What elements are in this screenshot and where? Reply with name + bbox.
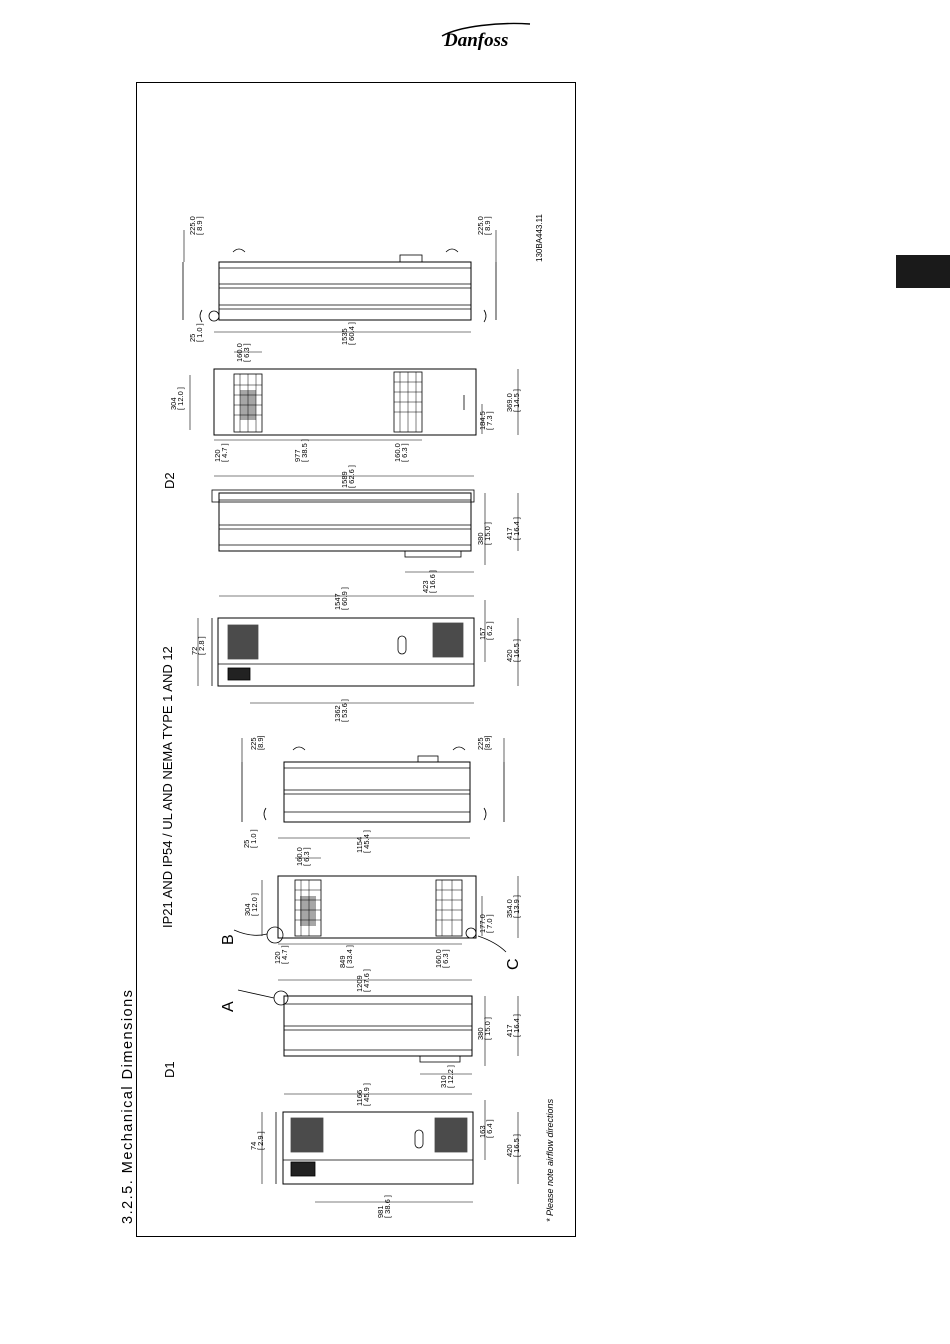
svg-text:380[ 15.0 ]: 380[ 15.0 ] xyxy=(476,1017,492,1040)
svg-text:160.0[ 6.3 ]: 160.0[ 6.3 ] xyxy=(434,949,450,968)
d2-back-view xyxy=(212,618,474,686)
svg-text:420[ 16.5 ]: 420[ 16.5 ] xyxy=(505,1134,521,1157)
frame-d2-label: D2 xyxy=(162,472,177,489)
svg-text:184.5[ 7.3 ]: 184.5[ 7.3 ] xyxy=(478,411,494,430)
svg-text:225[8.9]: 225[8.9] xyxy=(249,735,265,750)
svg-text:1209[ 47.6 ]: 1209[ 47.6 ] xyxy=(355,969,371,992)
svg-text:1535[ 60.4 ]: 1535[ 60.4 ] xyxy=(340,322,356,345)
svg-text:163[ 6.4 ]: 163[ 6.4 ] xyxy=(478,1119,494,1138)
svg-text:74[ 2.9 ]: 74[ 2.9 ] xyxy=(249,1131,265,1150)
svg-text:369.0[ 14.5 ]: 369.0[ 14.5 ] xyxy=(505,389,521,412)
svg-text:160.0[ 6.3 ]: 160.0[ 6.3 ] xyxy=(393,443,409,462)
svg-text:25[ 1.0 ]: 25[ 1.0 ] xyxy=(242,829,258,848)
svg-text:160.0[ 6.3 ]: 160.0[ 6.3 ] xyxy=(295,847,311,866)
svg-text:423[ 16.6 ]: 423[ 16.6 ] xyxy=(421,570,437,593)
svg-text:120[ 4.7 ]: 120[ 4.7 ] xyxy=(273,945,289,964)
svg-text:Danfoss: Danfoss xyxy=(444,30,509,51)
svg-text:160.0[ 6.3 ]: 160.0[ 6.3 ] xyxy=(235,343,251,362)
section-title: 3.2.5. Mechanical Dimensions xyxy=(120,988,136,1224)
svg-text:225.0[ 8.9 ]: 225.0[ 8.9 ] xyxy=(188,216,204,235)
callout-c: C xyxy=(505,958,522,970)
d2-dimension-labels xyxy=(169,216,521,722)
svg-text:310[ 12.2 ]: 310[ 12.2 ] xyxy=(439,1065,455,1088)
svg-text:354.0[ 13.9 ]: 354.0[ 13.9 ] xyxy=(505,895,521,918)
svg-text:420[ 16.5 ]: 420[ 16.5 ] xyxy=(505,639,521,662)
callout-a: A xyxy=(220,1001,237,1012)
svg-text:120[ 4.7 ]: 120[ 4.7 ] xyxy=(213,443,229,462)
svg-text:25[ 1.0 ]: 25[ 1.0 ] xyxy=(188,323,204,342)
d1-top-view xyxy=(242,747,504,822)
svg-text:1166[ 45.9 ]: 1166[ 45.9 ] xyxy=(355,1083,371,1106)
svg-text:304[ 12.0 ]: 304[ 12.0 ] xyxy=(169,387,185,410)
svg-text:977[ 38.5 ]: 977[ 38.5 ] xyxy=(293,439,309,462)
svg-text:72[ 2.8 ]: 72[ 2.8 ] xyxy=(190,636,206,655)
svg-text:1154[ 45.4 ]: 1154[ 45.4 ] xyxy=(355,830,371,853)
svg-text:157[ 6.2 ]: 157[ 6.2 ] xyxy=(478,621,494,640)
svg-text:981[ 38.6 ]: 981[ 38.6 ] xyxy=(376,1195,392,1218)
d1-side-view xyxy=(234,876,506,952)
callout-b: B xyxy=(220,934,237,945)
d2-side-view xyxy=(214,369,476,435)
frame-d1-label: D1 xyxy=(162,1061,177,1078)
svg-text:849[ 33.4 ]: 849[ 33.4 ] xyxy=(338,945,354,968)
figure-heading: IP21 AND IP54 / UL AND NEMA TYPE 1 AND 12 xyxy=(160,646,175,928)
svg-text:177.0[ 7.0 ]: 177.0[ 7.0 ] xyxy=(478,914,494,933)
d1-back-view xyxy=(276,1112,473,1184)
svg-text:417[ 16.4 ]: 417[ 16.4 ] xyxy=(505,1014,521,1037)
svg-text:304[ 12.0 ]: 304[ 12.0 ] xyxy=(243,893,259,916)
d1-front-view xyxy=(238,990,472,1062)
svg-text:417[ 16.4 ]: 417[ 16.4 ] xyxy=(505,517,521,540)
svg-text:225[8.9]: 225[8.9] xyxy=(476,735,492,750)
dim-text: 225.0 xyxy=(188,216,197,235)
svg-text:1589[ 62.6 ]: 1589[ 62.6 ] xyxy=(340,465,356,488)
svg-text:380[ 15.0 ]: 380[ 15.0 ] xyxy=(476,522,492,545)
drawing-id: 130BA443.11 xyxy=(535,214,544,262)
svg-text:1547[ 60.9 ]: 1547[ 60.9 ] xyxy=(333,587,349,610)
d2-front-view xyxy=(212,490,474,557)
airflow-footnote: * Please note airflow directions xyxy=(545,1098,555,1222)
svg-text:225.0[ 8.9 ]: 225.0[ 8.9 ] xyxy=(476,216,492,235)
svg-text:1362[ 53.6 ]: 1362[ 53.6 ] xyxy=(333,699,349,722)
d2-top-view xyxy=(183,249,496,322)
